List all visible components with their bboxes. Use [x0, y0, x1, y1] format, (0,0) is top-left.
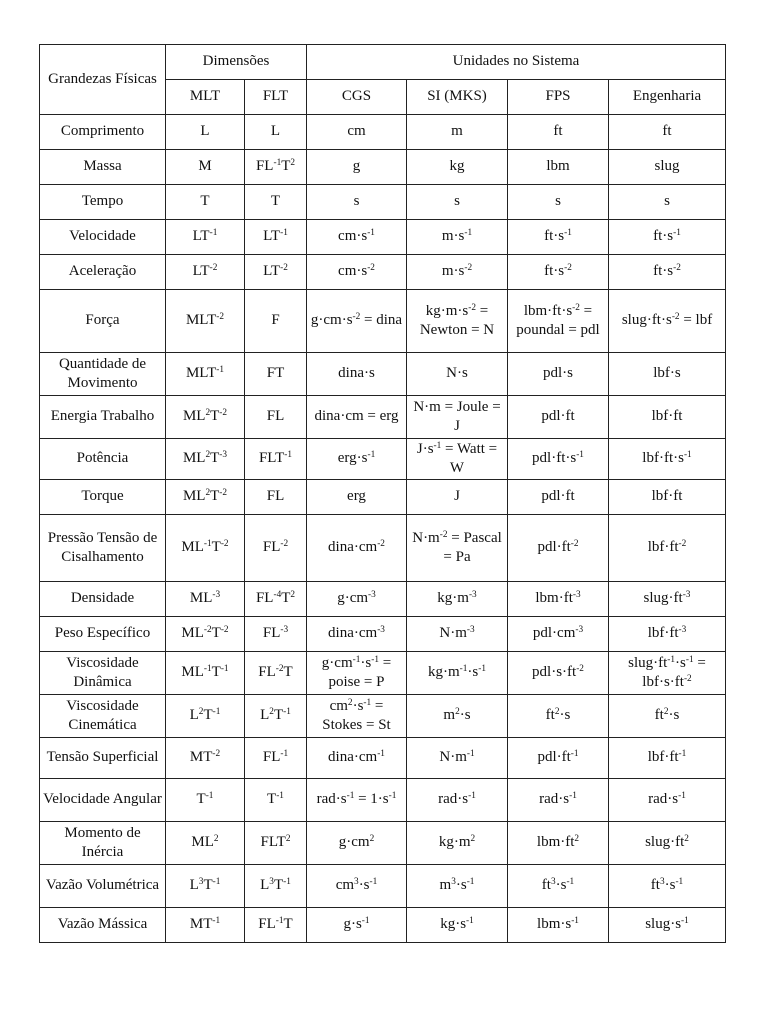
- cell-unit-fps: $lbm\cdot s^{-1}$: [508, 908, 609, 943]
- cell-unit-fps: $pdl\cdot cm^{-3}$: [508, 617, 609, 652]
- cell-unit-fps: $ft^3\cdot s^{-1}$: [508, 865, 609, 908]
- cell-dim-flt: T: [245, 185, 307, 220]
- table-row: [40, 652, 726, 695]
- cell-unit-fps: $pdl\cdot ft^{-2}$: [508, 515, 609, 582]
- cell-quantity: Comprimento: [40, 115, 166, 150]
- cell-unit-fps: $pdl\cdot ft\cdot s^{-1}$: [508, 439, 609, 480]
- cell-unit-si: m: [407, 115, 508, 150]
- cell-quantity: Viscosidade Cinemática: [40, 695, 166, 738]
- cell-unit-si: $J\cdot s^{-1}$ = Watt = W: [407, 439, 508, 480]
- cell-quantity: Velocidade: [40, 220, 166, 255]
- cell-unit-si: $kg\cdot m^2$: [407, 822, 508, 865]
- table-row: [40, 150, 726, 185]
- col-header-mlt: MLT: [166, 80, 245, 115]
- cell-unit-engenharia: $lbf\cdot ft^{-2}$: [609, 515, 726, 582]
- cell-unit-engenharia: $slug\cdot ft^{-3}$: [609, 582, 726, 617]
- cell-dim-flt: $FL^{-1}$: [245, 738, 307, 779]
- cell-dim-mlt: $MT^{-1}$: [166, 908, 245, 943]
- cell-unit-engenharia: lbf·ft: [609, 396, 726, 439]
- cell-dim-flt: $LT^{-1}$: [245, 220, 307, 255]
- cell-unit-cgs: s: [307, 185, 407, 220]
- cell-unit-cgs: $cm^2\cdot s^{-1}$ = Stokes = St: [307, 695, 407, 738]
- cell-dim-mlt: $MLT^{-1}$: [166, 353, 245, 396]
- table-row: [40, 865, 726, 908]
- cell-unit-fps: ft: [508, 115, 609, 150]
- units-header: Unidades no Sistema: [307, 45, 726, 80]
- cell-unit-fps: $lbm\cdot ft^2$: [508, 822, 609, 865]
- table-row: [40, 738, 726, 779]
- cell-dim-flt: FL: [245, 480, 307, 515]
- table-row: [40, 695, 726, 738]
- units-table: [39, 44, 726, 943]
- cell-unit-si: $kg\cdot m\cdot s^{-2}$ = Newton = N: [407, 290, 508, 353]
- cell-unit-cgs: $g\cdot s^{-1}$: [307, 908, 407, 943]
- cell-unit-cgs: $g\cdot cm^{-1}\cdot s^{-1}$ = poise = P: [307, 652, 407, 695]
- cell-quantity: Potência: [40, 439, 166, 480]
- cell-unit-engenharia: $slug\cdot ft^2$: [609, 822, 726, 865]
- cell-unit-si: s: [407, 185, 508, 220]
- cell-unit-fps: pdl·s: [508, 353, 609, 396]
- cell-unit-cgs: cm: [307, 115, 407, 150]
- cell-quantity: Massa: [40, 150, 166, 185]
- cell-unit-engenharia: $slug\cdot s^{-1}$: [609, 908, 726, 943]
- cell-quantity: Vazão Mássica: [40, 908, 166, 943]
- cell-dim-flt: $FL^{-1}T$: [245, 908, 307, 943]
- table-body: [40, 115, 726, 943]
- cell-dim-flt: $L^3T^{-1}$: [245, 865, 307, 908]
- cell-unit-engenharia: $ft\cdot s^{-1}$: [609, 220, 726, 255]
- cell-unit-engenharia: $rad\cdot s^{-1}$: [609, 779, 726, 822]
- cell-unit-si: kg: [407, 150, 508, 185]
- cell-unit-si: $N\cdot m^{-2}$ = Pascal = Pa: [407, 515, 508, 582]
- cell-quantity: Peso Específico: [40, 617, 166, 652]
- cell-unit-cgs: $rad\cdot s^{-1} = 1\cdot s^{-1}$: [307, 779, 407, 822]
- cell-unit-fps: pdl·ft: [508, 480, 609, 515]
- cell-dim-mlt: $L^3T^{-1}$: [166, 865, 245, 908]
- cell-unit-si: $m^2\cdot s$: [407, 695, 508, 738]
- cell-unit-engenharia: $lbf\cdot ft^{-3}$: [609, 617, 726, 652]
- cell-unit-si: N·m = Joule = J: [407, 396, 508, 439]
- cell-dim-flt: F: [245, 290, 307, 353]
- cell-unit-si: $m^3\cdot s^{-1}$: [407, 865, 508, 908]
- cell-unit-cgs: $cm^3\cdot s^{-1}$: [307, 865, 407, 908]
- cell-unit-engenharia: $lbf\cdot ft^{-1}$: [609, 738, 726, 779]
- cell-unit-cgs: $dina\cdot cm^{-3}$: [307, 617, 407, 652]
- cell-dim-mlt: $ML^{-1}T^{-1}$: [166, 652, 245, 695]
- cell-unit-cgs: $g\cdot cm^{-3}$: [307, 582, 407, 617]
- table-row: [40, 396, 726, 439]
- cell-dim-mlt: $ML^{-1}T^{-2}$: [166, 515, 245, 582]
- cell-dim-mlt: $T^{-1}$: [166, 779, 245, 822]
- cell-dim-flt: $L^2T^{-1}$: [245, 695, 307, 738]
- table-row: [40, 185, 726, 220]
- table-row: [40, 220, 726, 255]
- cell-dim-flt: $FL^{-2}T$: [245, 652, 307, 695]
- cell-unit-engenharia: $slug\cdot ft\cdot s^{-2}$ = lbf: [609, 290, 726, 353]
- cell-unit-si: J: [407, 480, 508, 515]
- cell-dim-flt: FLT$^2$: [245, 822, 307, 865]
- cell-dim-mlt: L: [166, 115, 245, 150]
- cell-unit-engenharia: $ft^3\cdot s^{-1}$: [609, 865, 726, 908]
- cell-dim-mlt: M: [166, 150, 245, 185]
- cell-unit-fps: $pdl\cdot ft^{-1}$: [508, 738, 609, 779]
- table-row: [40, 480, 726, 515]
- cell-unit-fps: $ft\cdot s^{-1}$: [508, 220, 609, 255]
- cell-dim-flt: $LT^{-2}$: [245, 255, 307, 290]
- col-header-flt: FLT: [245, 80, 307, 115]
- cell-dim-mlt: $ML^{-3}$: [166, 582, 245, 617]
- cell-quantity: Energia Trabalho: [40, 396, 166, 439]
- cell-dim-flt: L: [245, 115, 307, 150]
- table-row: [40, 290, 726, 353]
- cell-dim-mlt: $ML^2T^{-2}$: [166, 396, 245, 439]
- table-row: [40, 115, 726, 150]
- table-row: [40, 908, 726, 943]
- cell-dim-mlt: $ML^2T^{-3}$: [166, 439, 245, 480]
- cell-dim-mlt: $ML^2$: [166, 822, 245, 865]
- cell-quantity: Densidade: [40, 582, 166, 617]
- cell-unit-fps: lbm: [508, 150, 609, 185]
- cell-dim-flt: $FL^{-4}T^2$: [245, 582, 307, 617]
- cell-unit-cgs: dina·s: [307, 353, 407, 396]
- cell-unit-si: $kg\cdot m^{-3}$: [407, 582, 508, 617]
- cell-unit-si: N·s: [407, 353, 508, 396]
- table-row: [40, 353, 726, 396]
- col-header-fps: FPS: [508, 80, 609, 115]
- cell-quantity: Viscosidade Dinâmica: [40, 652, 166, 695]
- cell-quantity: Velocidade Angular: [40, 779, 166, 822]
- table-row: [40, 582, 726, 617]
- cell-quantity: Pressão Tensão de Cisalhamento: [40, 515, 166, 582]
- cell-unit-engenharia: ft: [609, 115, 726, 150]
- cell-unit-fps: s: [508, 185, 609, 220]
- cell-unit-si: $kg\cdot m^{-1}\cdot s^{-1}$: [407, 652, 508, 695]
- table-row: [40, 617, 726, 652]
- cell-dim-flt: $T^{-1}$: [245, 779, 307, 822]
- cell-unit-engenharia: s: [609, 185, 726, 220]
- dimensions-header: Dimensões: [166, 45, 307, 80]
- cell-dim-flt: $FL^{-1}T^2$: [245, 150, 307, 185]
- cell-dim-flt: FL: [245, 396, 307, 439]
- cell-unit-engenharia: $slug\cdot ft^{-1}\cdot s^{-1} = lbf\cdot s\cdot ft^{-2}$: [609, 652, 726, 695]
- cell-dim-flt: $FL^{-2}$: [245, 515, 307, 582]
- cell-unit-si: $kg\cdot s^{-1}$: [407, 908, 508, 943]
- table-row: [40, 439, 726, 480]
- cell-unit-si: $N\cdot m^{-3}$: [407, 617, 508, 652]
- table-row: [40, 822, 726, 865]
- cell-unit-fps: $ft^2\cdot s$: [508, 695, 609, 738]
- cell-quantity: Força: [40, 290, 166, 353]
- cell-dim-mlt: $ML^2T^{-2}$: [166, 480, 245, 515]
- col-header-si: SI (MKS): [407, 80, 508, 115]
- cell-quantity: Aceleração: [40, 255, 166, 290]
- cell-unit-fps: $rad\cdot s^{-1}$: [508, 779, 609, 822]
- cell-quantity: Momento de Inércia: [40, 822, 166, 865]
- table-row: [40, 779, 726, 822]
- cell-unit-si: $N\cdot m^{-1}$: [407, 738, 508, 779]
- cell-unit-cgs: g: [307, 150, 407, 185]
- cell-quantity: Quantidade de Movimento: [40, 353, 166, 396]
- cell-unit-cgs: erg: [307, 480, 407, 515]
- cell-dim-flt: FT: [245, 353, 307, 396]
- cell-unit-engenharia: lbf·s: [609, 353, 726, 396]
- cell-unit-fps: $lbm\cdot ft^{-3}$: [508, 582, 609, 617]
- cell-unit-si: $m\cdot s^{-2}$: [407, 255, 508, 290]
- cell-dim-mlt: $L^2T^{-1}$: [166, 695, 245, 738]
- cell-dim-flt: $FL^{-3}$: [245, 617, 307, 652]
- cell-dim-mlt: $LT^{-2}$: [166, 255, 245, 290]
- cell-unit-cgs: $erg\cdot s^{-1}$: [307, 439, 407, 480]
- cell-dim-mlt: $LT^{-1}$: [166, 220, 245, 255]
- cell-unit-fps: $lbm\cdot ft\cdot s^{-2}$ = poundal = pdl: [508, 290, 609, 353]
- cell-unit-engenharia: $ft\cdot s^{-2}$: [609, 255, 726, 290]
- cell-unit-fps: $ft\cdot s^{-2}$: [508, 255, 609, 290]
- cell-dim-flt: $FLT^{-1}$: [245, 439, 307, 480]
- cell-unit-si: $rad\cdot s^{-1}$: [407, 779, 508, 822]
- cell-unit-engenharia: $lbf\cdot ft\cdot s^{-1}$: [609, 439, 726, 480]
- cell-unit-cgs: $dina\cdot cm^{-1}$: [307, 738, 407, 779]
- cell-dim-mlt: $MT^{-2}$: [166, 738, 245, 779]
- cell-unit-fps: $pdl\cdot s\cdot ft^{-2}$: [508, 652, 609, 695]
- col-header-cgs: CGS: [307, 80, 407, 115]
- cell-quantity: Tensão Superficial: [40, 738, 166, 779]
- cell-unit-si: $m\cdot s^{-1}$: [407, 220, 508, 255]
- col-header-engenharia: Engenharia: [609, 80, 726, 115]
- cell-dim-mlt: T: [166, 185, 245, 220]
- cell-unit-cgs: $dina\cdot cm^{-2}$: [307, 515, 407, 582]
- table-row: [40, 255, 726, 290]
- cell-unit-cgs: $g\cdot cm\cdot s^{-2}$ = dina: [307, 290, 407, 353]
- quantity-header: Grandezas Físicas: [40, 45, 166, 115]
- cell-quantity: Vazão Volumétrica: [40, 865, 166, 908]
- cell-unit-cgs: dina·cm = erg: [307, 396, 407, 439]
- cell-unit-engenharia: slug: [609, 150, 726, 185]
- cell-unit-cgs: $g\cdot cm^2$: [307, 822, 407, 865]
- cell-quantity: Tempo: [40, 185, 166, 220]
- cell-unit-cgs: $cm\cdot s^{-1}$: [307, 220, 407, 255]
- table-row: [40, 515, 726, 582]
- cell-unit-fps: pdl·ft: [508, 396, 609, 439]
- cell-unit-engenharia: $ft^2\cdot s$: [609, 695, 726, 738]
- cell-unit-engenharia: lbf·ft: [609, 480, 726, 515]
- cell-unit-cgs: $cm\cdot s^{-2}$: [307, 255, 407, 290]
- cell-dim-mlt: $ML^{-2}T^{-2}$: [166, 617, 245, 652]
- cell-dim-mlt: $MLT^{-2}$: [166, 290, 245, 353]
- cell-quantity: Torque: [40, 480, 166, 515]
